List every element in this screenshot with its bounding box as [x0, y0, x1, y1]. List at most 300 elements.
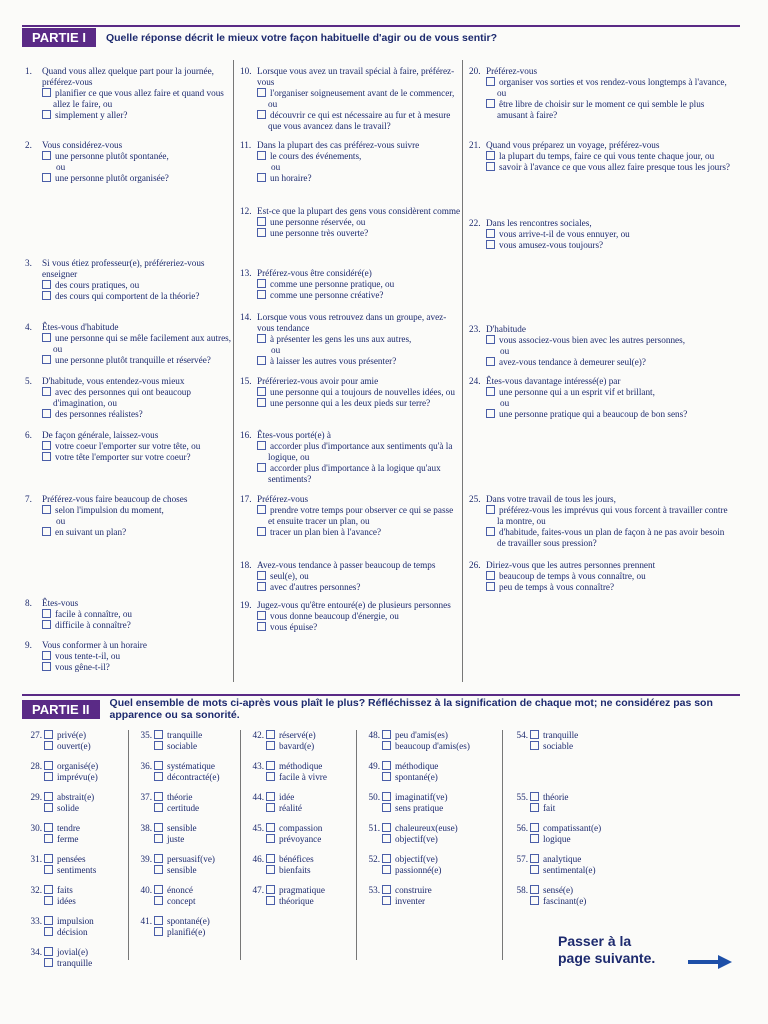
checkbox[interactable]	[486, 99, 495, 108]
question-number: 14.	[240, 312, 252, 322]
checkbox[interactable]	[42, 280, 51, 289]
checkbox[interactable]	[486, 527, 495, 536]
option-b[interactable]	[237, 398, 462, 409]
word-a[interactable]	[22, 761, 98, 772]
word-b[interactable]	[132, 741, 202, 752]
checkbox[interactable]	[530, 865, 539, 874]
checkbox[interactable]	[486, 582, 495, 591]
checkbox[interactable]	[154, 927, 163, 936]
question-text	[22, 598, 232, 609]
option-b-label: accorder plus d'importance à la logique qu'aux sentiments?	[268, 463, 441, 484]
word-b[interactable]	[132, 803, 199, 814]
option-b[interactable]	[466, 240, 730, 251]
question-stem: D'habitude, vous entendez-vous mieux	[42, 376, 185, 386]
word-a[interactable]	[132, 885, 196, 896]
checkbox[interactable]	[42, 609, 51, 618]
checkbox[interactable]	[44, 927, 53, 936]
checkbox[interactable]	[154, 741, 163, 750]
option-b[interactable]	[466, 99, 730, 121]
word-a[interactable]	[360, 792, 448, 803]
option-a[interactable]	[22, 280, 232, 291]
checkbox[interactable]	[42, 333, 51, 342]
word-a-label: tranquille	[543, 730, 579, 740]
word-a[interactable]	[244, 823, 322, 834]
checkbox[interactable]	[42, 88, 51, 97]
word-b[interactable]	[22, 772, 98, 783]
word-b[interactable]	[244, 772, 327, 783]
checkbox[interactable]	[257, 582, 266, 591]
checkbox[interactable]	[257, 571, 266, 580]
option-a[interactable]	[466, 77, 730, 99]
checkbox[interactable]	[42, 291, 51, 300]
checkbox[interactable]	[486, 409, 495, 418]
checkbox[interactable]	[44, 730, 53, 739]
checkbox[interactable]	[530, 834, 539, 843]
checkbox[interactable]	[42, 620, 51, 629]
word-b[interactable]	[22, 741, 91, 752]
checkbox[interactable]	[257, 387, 266, 396]
option-b[interactable]	[22, 409, 232, 420]
item-number: 51.	[368, 823, 380, 833]
word-b[interactable]	[244, 896, 325, 907]
word-pair	[360, 761, 438, 783]
checkbox[interactable]	[44, 865, 53, 874]
word-b-label: solide	[57, 803, 79, 813]
checkbox[interactable]	[42, 110, 51, 119]
word-a[interactable]	[22, 916, 94, 927]
word-b[interactable]	[360, 741, 470, 752]
option-b-label: savoir à l'avance ce que vous allez faire presque tous les jours?	[499, 162, 730, 172]
word-a[interactable]	[244, 854, 314, 865]
checkbox[interactable]	[44, 834, 53, 843]
option-b[interactable]	[22, 173, 232, 184]
word-a[interactable]	[132, 792, 199, 803]
word-a-label: abstrait(e)	[57, 792, 95, 802]
checkbox[interactable]	[530, 741, 539, 750]
word-a[interactable]	[132, 854, 215, 865]
option-a[interactable]	[237, 88, 462, 110]
option-a[interactable]	[237, 217, 462, 228]
word-b-label: objectif(ve)	[395, 834, 438, 844]
word-b[interactable]	[360, 803, 448, 814]
checkbox[interactable]	[382, 730, 391, 739]
question-stem: Jugez-vous qu'être entouré(e) de plusieurs personnes	[257, 600, 451, 610]
option-a[interactable]	[22, 505, 232, 516]
checkbox[interactable]	[266, 741, 275, 750]
word-a[interactable]	[132, 730, 202, 741]
question-number: 3.	[25, 258, 32, 268]
word-b[interactable]	[360, 772, 438, 783]
option-a[interactable]	[22, 151, 232, 162]
checkbox[interactable]	[486, 229, 495, 238]
word-b[interactable]	[244, 834, 322, 845]
question-text	[22, 640, 232, 651]
word-b-label: facile à vivre	[279, 772, 327, 782]
word-b[interactable]	[22, 865, 96, 876]
checkbox[interactable]	[42, 355, 51, 364]
word-a-label: sensé(e)	[543, 885, 574, 895]
checkbox[interactable]	[154, 865, 163, 874]
checkbox[interactable]	[266, 761, 275, 770]
question-stem: Préférez-vous faire beaucoup de choses	[42, 494, 188, 504]
checkbox[interactable]	[382, 854, 391, 863]
checkbox[interactable]	[257, 228, 266, 237]
checkbox[interactable]	[257, 505, 266, 514]
checkbox[interactable]	[382, 792, 391, 801]
checkbox[interactable]	[44, 803, 53, 812]
option-b-label: votre tête l'emporter sur votre coeur?	[55, 452, 191, 462]
word-a[interactable]	[508, 792, 569, 803]
word-b[interactable]	[244, 741, 316, 752]
option-b[interactable]	[466, 582, 730, 593]
word-b[interactable]	[22, 896, 76, 907]
checkbox[interactable]	[486, 505, 495, 514]
checkbox[interactable]	[257, 290, 266, 299]
word-a-label: tendre	[57, 823, 80, 833]
checkbox[interactable]	[42, 151, 51, 160]
question-stem: Êtes-vous	[42, 598, 79, 608]
word-a[interactable]	[22, 947, 92, 958]
word-a[interactable]	[22, 730, 91, 741]
word-b[interactable]	[132, 927, 210, 938]
word-b[interactable]	[22, 958, 92, 969]
question-text	[22, 322, 232, 333]
option-a[interactable]	[466, 505, 730, 527]
option-b[interactable]	[466, 357, 730, 368]
question	[466, 218, 730, 251]
option-b[interactable]	[22, 110, 232, 121]
option-b[interactable]	[466, 409, 730, 420]
checkbox[interactable]	[486, 240, 495, 249]
checkbox[interactable]	[42, 651, 51, 660]
option-a[interactable]	[466, 335, 730, 346]
word-a[interactable]	[132, 823, 197, 834]
checkbox[interactable]	[382, 834, 391, 843]
word-pair	[244, 730, 316, 752]
column-divider	[128, 730, 129, 960]
option-a[interactable]	[237, 571, 462, 582]
checkbox[interactable]	[530, 730, 539, 739]
option-b[interactable]	[237, 173, 462, 184]
checkbox[interactable]	[257, 356, 266, 365]
word-b-label: logique	[543, 834, 571, 844]
word-a[interactable]	[22, 854, 96, 865]
word-a[interactable]	[22, 885, 76, 896]
checkbox[interactable]	[44, 947, 53, 956]
checkbox[interactable]	[257, 151, 266, 160]
question-number: 20.	[469, 66, 481, 76]
word-b-label: décontracté(e)	[167, 772, 220, 782]
word-b[interactable]	[22, 927, 94, 938]
question-text	[466, 324, 730, 335]
checkbox[interactable]	[266, 823, 275, 832]
option-b[interactable]	[237, 290, 462, 301]
checkbox[interactable]	[44, 741, 53, 750]
question-text	[22, 258, 232, 280]
checkbox[interactable]	[530, 792, 539, 801]
option-a[interactable]	[22, 441, 232, 452]
checkbox[interactable]	[266, 885, 275, 894]
checkbox[interactable]	[530, 823, 539, 832]
word-a[interactable]	[22, 823, 80, 834]
option-b[interactable]	[22, 355, 232, 366]
checkbox[interactable]	[530, 885, 539, 894]
checkbox[interactable]	[154, 761, 163, 770]
checkbox[interactable]	[257, 398, 266, 407]
item-number: 28.	[30, 761, 42, 771]
checkbox[interactable]	[266, 865, 275, 874]
checkbox[interactable]	[266, 772, 275, 781]
option-b[interactable]	[22, 452, 232, 463]
option-b[interactable]	[237, 527, 462, 538]
checkbox[interactable]	[154, 803, 163, 812]
word-a-label: compatissant(e)	[543, 823, 602, 833]
option-a[interactable]	[237, 151, 462, 162]
item-number: 55.	[516, 792, 528, 802]
option-a[interactable]	[22, 609, 232, 620]
or-label: ou	[500, 346, 510, 356]
word-a-label: imaginatif(ve)	[395, 792, 448, 802]
checkbox[interactable]	[486, 151, 495, 160]
checkbox[interactable]	[42, 441, 51, 450]
checkbox[interactable]	[266, 896, 275, 905]
checkbox[interactable]	[154, 854, 163, 863]
checkbox[interactable]	[42, 527, 51, 536]
checkbox[interactable]	[42, 387, 51, 396]
item-number: 58.	[516, 885, 528, 895]
checkbox[interactable]	[257, 463, 266, 472]
word-b[interactable]	[244, 865, 314, 876]
checkbox[interactable]	[154, 730, 163, 739]
option-a-label: vous associez-vous bien avec les autres personnes,	[499, 335, 685, 345]
word-b[interactable]	[244, 803, 302, 814]
word-a[interactable]	[508, 823, 601, 834]
item-number: 45.	[252, 823, 264, 833]
checkbox[interactable]	[154, 772, 163, 781]
word-b[interactable]	[132, 834, 197, 845]
checkbox[interactable]	[42, 505, 51, 514]
option-a[interactable]	[22, 651, 232, 662]
question-number: 24.	[469, 376, 481, 386]
checkbox[interactable]	[486, 571, 495, 580]
word-b[interactable]	[360, 834, 458, 845]
checkbox[interactable]	[486, 77, 495, 86]
word-a-label: chaleureux(euse)	[395, 823, 458, 833]
checkbox[interactable]	[44, 772, 53, 781]
option-b[interactable]	[22, 620, 232, 631]
option-b-label: une personne très ouverte?	[270, 228, 369, 238]
word-b[interactable]	[508, 834, 601, 845]
option-a[interactable]	[237, 611, 462, 622]
option-b[interactable]	[237, 582, 462, 593]
checkbox[interactable]	[44, 792, 53, 801]
option-b[interactable]	[237, 110, 462, 132]
checkbox[interactable]	[42, 452, 51, 461]
checkbox[interactable]	[266, 792, 275, 801]
word-b[interactable]	[508, 741, 578, 752]
checkbox[interactable]	[382, 823, 391, 832]
checkbox[interactable]	[257, 527, 266, 536]
option-a[interactable]	[237, 441, 462, 463]
option-a-label: avec des personnes qui ont beaucoup d'imagination, ou	[53, 387, 191, 408]
checkbox[interactable]	[257, 622, 266, 631]
word-a[interactable]	[360, 854, 441, 865]
word-a[interactable]	[22, 792, 94, 803]
checkbox[interactable]	[266, 854, 275, 863]
option-b[interactable]	[237, 356, 462, 367]
checkbox[interactable]	[530, 803, 539, 812]
checkbox[interactable]	[486, 357, 495, 366]
word-a[interactable]	[132, 761, 220, 772]
word-pair	[360, 792, 448, 814]
option-b[interactable]	[237, 463, 462, 485]
word-a[interactable]	[132, 916, 210, 927]
word-b-label: décision	[57, 927, 88, 937]
question-stem: Lorsque vous vous retrouvez dans un groupe, avez-vous tendance	[257, 312, 447, 333]
word-a[interactable]	[360, 730, 470, 741]
checkbox[interactable]	[530, 896, 539, 905]
checkbox[interactable]	[42, 409, 51, 418]
checkbox[interactable]	[486, 387, 495, 396]
word-a[interactable]	[360, 885, 432, 896]
checkbox[interactable]	[42, 173, 51, 182]
checkbox[interactable]	[382, 761, 391, 770]
checkbox[interactable]	[257, 279, 266, 288]
word-b[interactable]	[508, 896, 586, 907]
checkbox[interactable]	[44, 916, 53, 925]
checkbox[interactable]	[257, 173, 266, 182]
question	[237, 494, 462, 538]
word-pair	[508, 854, 596, 876]
checkbox[interactable]	[382, 865, 391, 874]
checkbox[interactable]	[266, 730, 275, 739]
word-b[interactable]	[22, 803, 94, 814]
word-b[interactable]	[360, 896, 432, 907]
word-a-label: analytique	[543, 854, 582, 864]
word-b[interactable]	[132, 772, 220, 783]
option-a[interactable]	[466, 571, 730, 582]
checkbox[interactable]	[486, 162, 495, 171]
question-text	[466, 66, 730, 77]
checkbox[interactable]	[382, 803, 391, 812]
word-a[interactable]	[360, 761, 438, 772]
checkbox[interactable]	[44, 958, 53, 967]
checkbox[interactable]	[257, 611, 266, 620]
word-b-label: prévoyance	[279, 834, 322, 844]
word-b[interactable]	[22, 834, 80, 845]
option-b[interactable]	[466, 162, 730, 173]
option-a[interactable]	[22, 387, 232, 409]
checkbox[interactable]	[257, 334, 266, 343]
checkbox[interactable]	[257, 110, 266, 119]
option-b[interactable]	[237, 228, 462, 239]
question-number: 11.	[240, 140, 252, 150]
word-a-label: bénéfices	[279, 854, 314, 864]
checkbox[interactable]	[44, 896, 53, 905]
option-a-label: une personne réservée, ou	[270, 217, 366, 227]
checkbox[interactable]	[44, 761, 53, 770]
checkbox[interactable]	[257, 88, 266, 97]
checkbox[interactable]	[382, 772, 391, 781]
checkbox[interactable]	[382, 741, 391, 750]
item-number: 36.	[140, 761, 152, 771]
checkbox[interactable]	[44, 854, 53, 863]
word-b-label: sensible	[167, 865, 197, 875]
header-rule	[22, 694, 740, 696]
question	[237, 140, 462, 184]
word-pair	[360, 823, 458, 845]
word-a[interactable]	[508, 854, 596, 865]
question	[22, 494, 232, 538]
checkbox[interactable]	[154, 823, 163, 832]
option-a[interactable]	[466, 151, 730, 162]
checkbox[interactable]	[44, 885, 53, 894]
word-b[interactable]	[132, 865, 215, 876]
checkbox[interactable]	[42, 662, 51, 671]
word-b[interactable]	[132, 896, 196, 907]
part1-header	[22, 28, 740, 47]
option-b[interactable]	[22, 527, 232, 538]
checkbox[interactable]	[257, 441, 266, 450]
checkbox[interactable]	[486, 335, 495, 344]
option-a[interactable]	[22, 333, 232, 355]
checkbox[interactable]	[530, 854, 539, 863]
word-a[interactable]	[244, 792, 302, 803]
option-b[interactable]	[22, 291, 232, 302]
question-stem: D'habitude	[486, 324, 526, 334]
word-a-label: idée	[279, 792, 295, 802]
checkbox[interactable]	[154, 792, 163, 801]
checkbox[interactable]	[154, 916, 163, 925]
option-a[interactable]	[237, 505, 462, 527]
checkbox[interactable]	[382, 896, 391, 905]
word-a[interactable]	[508, 730, 578, 741]
question-stem: Dans la plupart des cas préférez-vous suivre	[257, 140, 420, 150]
option-b[interactable]	[22, 662, 232, 673]
checkbox[interactable]	[154, 896, 163, 905]
option-a[interactable]	[237, 279, 462, 290]
word-b[interactable]	[508, 865, 596, 876]
word-a[interactable]	[244, 730, 316, 741]
option-a[interactable]	[237, 334, 462, 345]
question-text	[237, 430, 462, 441]
option-a[interactable]	[466, 229, 730, 240]
word-b-label: idées	[57, 896, 76, 906]
word-a[interactable]	[360, 823, 458, 834]
option-a[interactable]	[466, 387, 730, 398]
checkbox[interactable]	[154, 885, 163, 894]
word-b[interactable]	[508, 803, 569, 814]
checkbox[interactable]	[44, 823, 53, 832]
checkbox[interactable]	[266, 803, 275, 812]
checkbox[interactable]	[257, 217, 266, 226]
word-b[interactable]	[360, 865, 441, 876]
option-b[interactable]	[466, 527, 730, 549]
column-3	[466, 60, 730, 682]
checkbox[interactable]	[266, 834, 275, 843]
option-a[interactable]	[237, 387, 462, 398]
checkbox[interactable]	[382, 885, 391, 894]
word-a-label: privé(e)	[57, 730, 87, 740]
option-a[interactable]	[22, 88, 232, 110]
checkbox[interactable]	[154, 834, 163, 843]
question-number: 16.	[240, 430, 252, 440]
word-a[interactable]	[244, 761, 327, 772]
option-b[interactable]	[237, 622, 462, 633]
word-a[interactable]	[244, 885, 325, 896]
option-a-label: vous arrive-t-il de vous ennuyer, ou	[499, 229, 630, 239]
word-a[interactable]	[508, 885, 586, 896]
